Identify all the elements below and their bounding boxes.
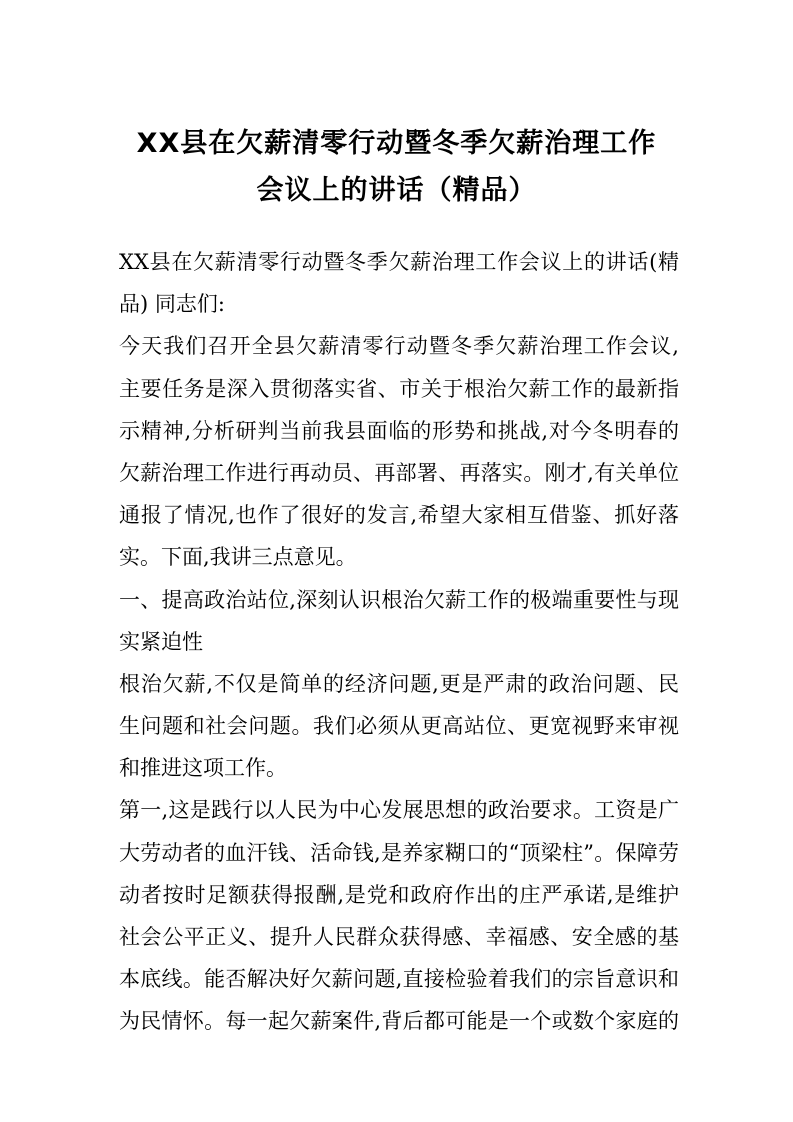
body-line: 一、提高政治站位,深刻认识根治欠薪工作的极端重要性与现 bbox=[119, 587, 679, 612]
body-line: 通报了情况,也作了很好的发言,希望大家相互借鉴、抓好落 bbox=[119, 503, 679, 528]
body-line: 欠薪治理工作进行再动员、再部署、再落实。刚才,有关单位 bbox=[119, 460, 679, 485]
body-line: 生问题和社会问题。我们必须从更高站位、更宽视野来审视 bbox=[119, 714, 679, 739]
body-line: 实。下面,我讲三点意见。 bbox=[119, 545, 357, 570]
document-title-line-1: XX县在欠薪清零行动暨冬季欠薪治理工作 bbox=[136, 128, 657, 159]
body-line: 动者按时足额获得报酬,是党和政府作出的庄严承诺,是维护 bbox=[119, 882, 679, 907]
body-line: 根治欠薪,不仅是简单的经济问题,更是严肃的政治问题、民 bbox=[119, 671, 679, 696]
body-line: 主要任务是深入贯彻落实省、市关于根治欠薪工作的最新指 bbox=[119, 376, 679, 401]
body-line: 和推进这项工作。 bbox=[119, 756, 287, 781]
document-title-line-2: 会议上的讲话（精品） bbox=[256, 175, 537, 206]
body-line: 本底线。能否解决好欠薪问题,直接检验着我们的宗旨意识和 bbox=[119, 967, 679, 992]
body-line: 今天我们召开全县欠薪清零行动暨冬季欠薪治理工作会议, bbox=[119, 334, 679, 359]
body-line: 第一,这是践行以人民为中心发展思想的政治要求。工资是广 bbox=[119, 798, 679, 823]
body-line: 品) 同志们: bbox=[119, 292, 225, 317]
body-line: 为民情怀。每一起欠薪案件,背后都可能是一个或数个家庭的 bbox=[119, 1009, 679, 1034]
document-body bbox=[119, 241, 679, 1043]
body-line: 实紧迫性 bbox=[119, 629, 203, 654]
body-line: 示精神,分析研判当前我县面临的形势和挑战,对今冬明春的 bbox=[119, 418, 679, 443]
body-line: 大劳动者的血汗钱、活命钱,是养家糊口的“顶梁柱”。保障劳 bbox=[119, 840, 679, 865]
body-line: XX县在欠薪清零行动暨冬季欠薪治理工作会议上的讲话(精 bbox=[119, 250, 679, 274]
body-line: 社会公平正义、提升人民群众获得感、幸福感、安全感的基 bbox=[119, 925, 679, 949]
